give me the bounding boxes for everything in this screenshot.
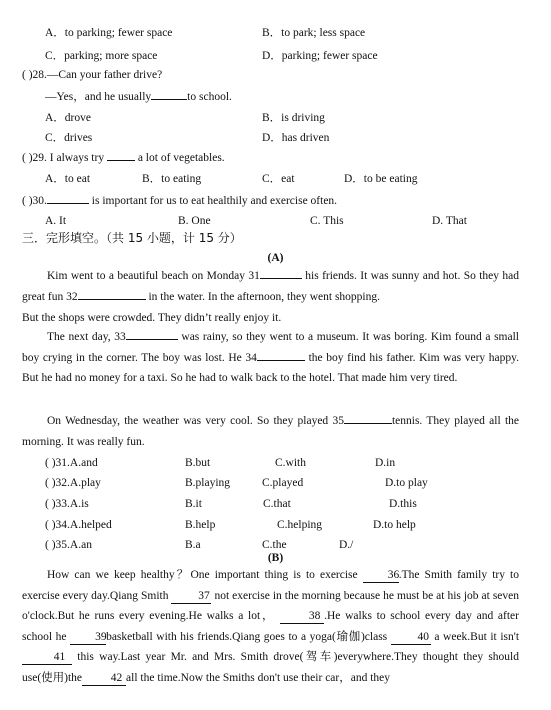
q29-option-a: A．to eat xyxy=(45,173,91,185)
passage-a-paragraph-2: The next day, 33 was rainy, so they went to a museum. It was boring. Kim found a small boy crying in the corner. The boy was lost. He 34 the boy find his father. Kim was very happy. But he had no money for a taxi. So he had to walk back to the hotel. That made him very tired. xyxy=(22,331,520,385)
q34-option-a: ( )34.A.helped xyxy=(45,519,112,531)
q35-option-b: B.a xyxy=(185,539,201,551)
q29-option-c: C．eat xyxy=(262,173,295,185)
q30-option-a: A. It xyxy=(45,215,67,227)
q31-option-d: D.in xyxy=(375,457,396,469)
q29-option-b: B．to eating xyxy=(142,173,202,185)
q33-option-a: ( )33.A.is xyxy=(45,498,89,510)
q32-option-c: C.played xyxy=(262,477,304,489)
q28-option-b: B．is driving xyxy=(262,112,325,124)
q28-line2: —Yes，and he usually to school. xyxy=(45,91,232,103)
q28-option-c: C．drives xyxy=(45,132,93,144)
q27-option-d: D．parking; fewer space xyxy=(262,50,378,62)
passage-a-paragraph-3: On Wednesday, the weather was very cool. So they played 35 tennis. They played all the morning. It was really fun. xyxy=(22,415,520,448)
part-a-heading: (A) xyxy=(267,252,284,264)
q32-option-d: D.to play xyxy=(385,477,428,489)
q30-option-b: B. One xyxy=(178,215,211,227)
q32-option-b: B.playing xyxy=(185,477,231,489)
q28-option-a: A．drove xyxy=(45,112,91,124)
q31-option-a: ( )31.A.and xyxy=(45,457,98,469)
q28-option-d: D．has driven xyxy=(262,132,330,144)
q33-option-d: D.this xyxy=(389,498,417,510)
q35-option-c: C.the xyxy=(262,539,287,551)
q33-option-c: C.that xyxy=(263,498,291,510)
q35-option-d: D./ xyxy=(339,539,354,551)
q34-option-c: C.helping xyxy=(277,519,323,531)
q31-option-c: C.with xyxy=(275,457,306,469)
q28-stem: ( )28.—Can your father drive? xyxy=(22,69,163,81)
q27-option-c: C．parking; more space xyxy=(45,50,158,62)
q34-option-b: B.help xyxy=(185,519,216,531)
q31-option-b: B.but xyxy=(185,457,211,469)
q30-option-c: C. This xyxy=(310,215,344,227)
q30-option-d: D. That xyxy=(432,215,467,227)
part-b-heading: (B) xyxy=(267,552,284,564)
passage-b-paragraph: How can we keep healthy？One important thing is to exercise 36.The Smith family try to exercise every day.Qiang Smith 37 not exercise in the morning because he must be at his job at seven o'clock.But he runs every evening.He walks a lot， 38 .He walks to school every day and after school he 39basketball with his friends.Qiang goes to a yoga(瑜伽)class 40 a week.But it isn't41 this way.Last year Mr. and Mrs. Smith drove(驾车)everywhere.They thought they should use(使用)the 42 all the time.Now the Smiths don't use their car，and they xyxy=(22,569,520,684)
q29-option-d: D．to be eating xyxy=(344,173,418,185)
q35-option-a: ( )35.A.an xyxy=(45,539,92,551)
q32-option-a: ( )32.A.play xyxy=(45,477,101,489)
passage-a-line: But the shops were crowded. They didn’t really enjoy it. xyxy=(22,312,282,324)
q33-option-b: B.it xyxy=(185,498,202,510)
q27-option-a: A．to parking; fewer space xyxy=(45,27,173,39)
q27-option-b: B．to park; less space xyxy=(262,27,366,39)
q34-option-d: D.to help xyxy=(373,519,416,531)
q30-stem: ( )30. is important for us to eat healthily and exercise often. xyxy=(22,195,338,207)
passage-a-paragraph-1: Kim went to a beautiful beach on Monday 31 his friends. It was sunny and hot. So they had great fun 32 in the water. In the afternoon, they went shopping. xyxy=(22,270,520,303)
section-title: 三．完形填空。（共 15 小题，计 15 分） xyxy=(22,231,242,245)
q29-stem: ( )29. I always try a lot of vegetables. xyxy=(22,152,225,164)
